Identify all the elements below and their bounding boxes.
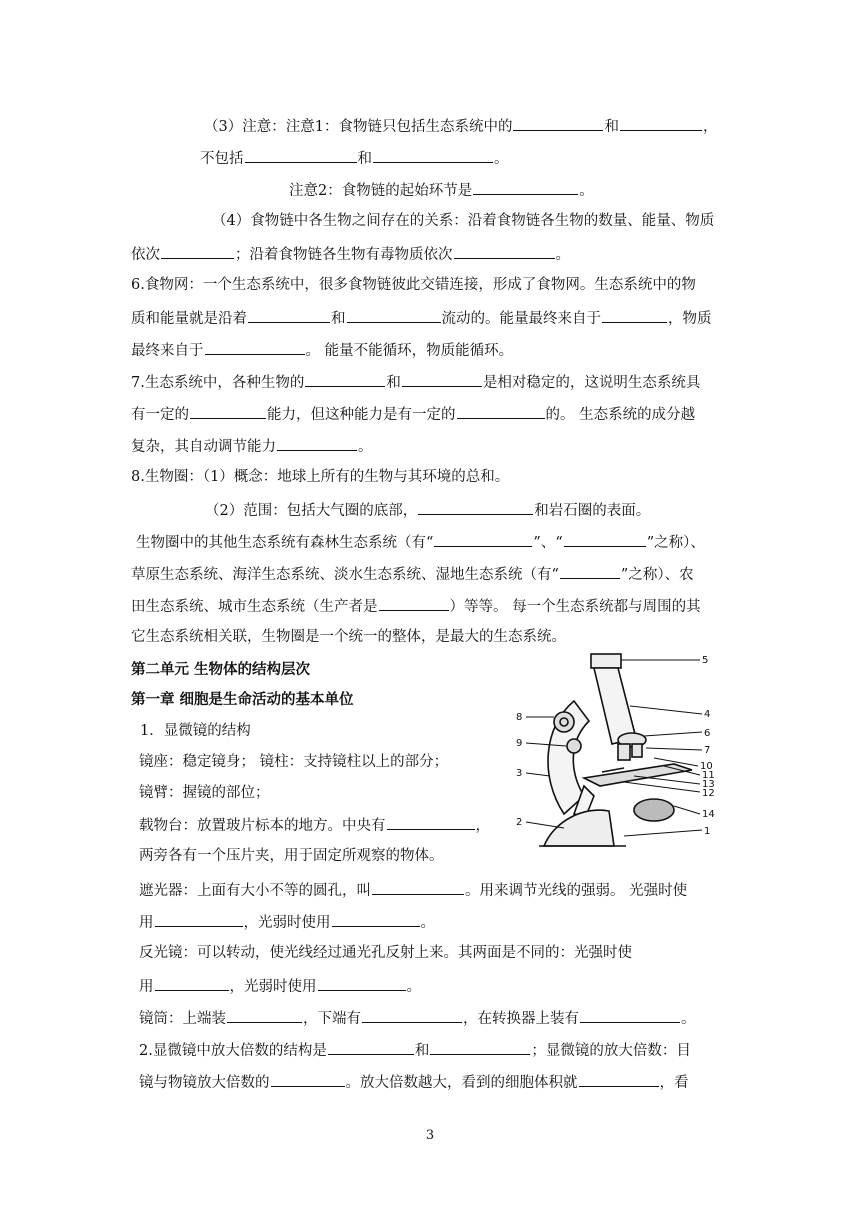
text-line-1: （3）注意：注意1：食物链只包括生态系统中的 和 ， [204, 115, 717, 137]
label-12: 12 [702, 788, 715, 799]
text-line-10: 有一定的 能力，但这种能力是有一定的 的。 生态系统的成分越 [131, 403, 695, 425]
answer-blank[interactable] [155, 911, 243, 927]
label-3: 3 [516, 768, 523, 779]
answer-blank[interactable] [457, 403, 545, 419]
answer-blank[interactable] [454, 243, 555, 259]
answer-blank[interactable] [277, 435, 357, 451]
label-6: 6 [704, 728, 711, 739]
answer-blank[interactable] [560, 563, 620, 579]
answer-blank[interactable] [513, 115, 603, 131]
page-number: 3 [425, 1128, 435, 1143]
text-line-2: 不包括 和 。 [200, 147, 509, 169]
text-line-9: 7.生态系统中，各种生物的 和 是相对稳定的，这说明生态系统具 [131, 371, 700, 393]
answer-blank[interactable] [387, 814, 475, 830]
answer-blank[interactable] [248, 307, 330, 323]
label-1: 1 [704, 826, 711, 837]
microscope-diagram [514, 646, 740, 858]
stage [584, 764, 692, 786]
answer-blank[interactable] [305, 371, 385, 387]
label-2: 2 [516, 817, 523, 828]
answer-blank[interactable] [271, 1071, 345, 1087]
fine-knob [567, 739, 581, 753]
text-line-14: 生物圈中的其他生态系统有森林生态系统（有“ ”、“ ”之称）、 [136, 531, 705, 553]
mirror [634, 799, 674, 821]
answer-blank[interactable] [362, 1007, 462, 1023]
text-line-5: 依次 ；沿着食物链各生物有毒物质依次 。 [131, 243, 570, 265]
text-line-11: 复杂，其自动调节能力 。 [131, 435, 373, 457]
text-line-28: 用 ，光弱时使用 。 [139, 975, 421, 997]
label-14: 14 [702, 809, 715, 820]
text-line-6: 6.食物网：一个生态系统中，很多食物链彼此交错连接，形成了食物网。生态系统中的物 [131, 277, 696, 293]
answer-blank[interactable] [620, 115, 702, 131]
text-line-16: 田生态系统、城市生态系统（生产者是 ）等等。 每一个生态系统都与周围的其 [131, 595, 701, 617]
objective [618, 744, 630, 760]
text-line-26: 用 ，光弱时使用 。 [139, 911, 435, 933]
answer-blank[interactable] [332, 911, 420, 927]
answer-blank[interactable] [347, 307, 441, 323]
text-line-4: （4）食物链中各生物之间存在的关系：沿着食物链各生物的数量、能量、物质 [212, 213, 715, 229]
answer-blank[interactable] [245, 147, 357, 163]
text-line-8: 最终来自于 。 能量不能循环，物质能循环。 [131, 339, 513, 361]
answer-blank[interactable] [379, 595, 449, 611]
text-line-7: 质和能量就是沿着 和 流动的。能量最终来自于 ，物质 [131, 307, 712, 329]
text-line-24: 两旁各有一个压片夹，用于固定所观察的物体。 [139, 848, 444, 864]
answer-blank[interactable] [155, 975, 229, 991]
text-line-12: 8.生物圈：（1）概念：地球上所有的生物与其环境的总和。 [131, 469, 510, 485]
text-line-31: 镜与物镜放大倍数的 。放大倍数越大，看到的细胞体积就 ，看 [139, 1071, 689, 1093]
text-line-25: 遮光器：上面有大小不等的圆孔，叫 。用来调节光线的强弱。 光强时使 [139, 879, 687, 901]
text-line-29: 镜筒：上端装 ，下端有 ，在转换器上装有 。 [139, 1007, 696, 1029]
text-line-30: 2.显微镜中放大倍数的结构是 和 ；显微镜的放大倍数：目 [139, 1039, 691, 1061]
answer-blank[interactable] [430, 1039, 530, 1055]
text-line-21: 镜座：稳定镜身； 镜柱：支持镜柱以上的部分； [139, 754, 449, 770]
chapter-heading: 第一章 细胞是生命活动的基本单位 [131, 691, 354, 708]
text-line-20: 1．显微镜的结构 [140, 723, 251, 739]
answer-blank[interactable] [402, 371, 482, 387]
label-11: 11 [702, 770, 715, 781]
base [544, 810, 614, 846]
text-line-23: 载物台：放置玻片标本的地方。中央有 ， [139, 814, 490, 836]
answer-blank[interactable] [205, 339, 305, 355]
label-4: 4 [704, 709, 711, 720]
answer-blank[interactable] [602, 307, 667, 323]
answer-blank[interactable] [418, 499, 533, 515]
text-line-27: 反光镜：可以转动，使光线经过通光孔反射上来。其两面是不同的：光强时使 [139, 945, 632, 961]
answer-blank[interactable] [190, 403, 266, 419]
answer-blank[interactable] [564, 531, 646, 547]
text-line-15: 草原生态系统、海洋生态系统、淡水生态系统、湿地生态系统（有“ ”之称）、农 [131, 563, 694, 585]
answer-blank[interactable] [580, 1007, 680, 1023]
label-7: 7 [704, 745, 711, 756]
answer-blank[interactable] [227, 1007, 302, 1023]
eyepiece [591, 654, 621, 668]
answer-blank[interactable] [434, 531, 532, 547]
label-9: 9 [516, 738, 523, 749]
answer-blank[interactable] [328, 1039, 414, 1055]
answer-blank[interactable] [373, 147, 493, 163]
coarse-knob [554, 712, 574, 732]
answer-blank[interactable] [161, 243, 234, 259]
text-line-3: 注意2：食物链的起始环节是 。 [289, 179, 594, 201]
answer-blank[interactable] [579, 1071, 659, 1087]
text-line-17: 它生态系统相关联，生物圈是一个统一的整体，是最大的生态系统。 [131, 629, 566, 645]
answer-blank[interactable] [318, 975, 406, 991]
text-line-13: （2）范围：包括大气圈的底部， 和岩石圈的表面。 [205, 499, 650, 521]
answer-blank[interactable] [473, 179, 578, 195]
unit-heading: 第二单元 生物体的结构层次 [131, 661, 311, 678]
answer-blank[interactable] [372, 879, 464, 895]
label-8: 8 [516, 712, 523, 723]
label-5: 5 [702, 655, 709, 666]
label-10: 10 [700, 761, 713, 772]
text-line-22: 镜臂：握镜的部位； [139, 785, 270, 801]
label-13: 13 [702, 779, 715, 790]
